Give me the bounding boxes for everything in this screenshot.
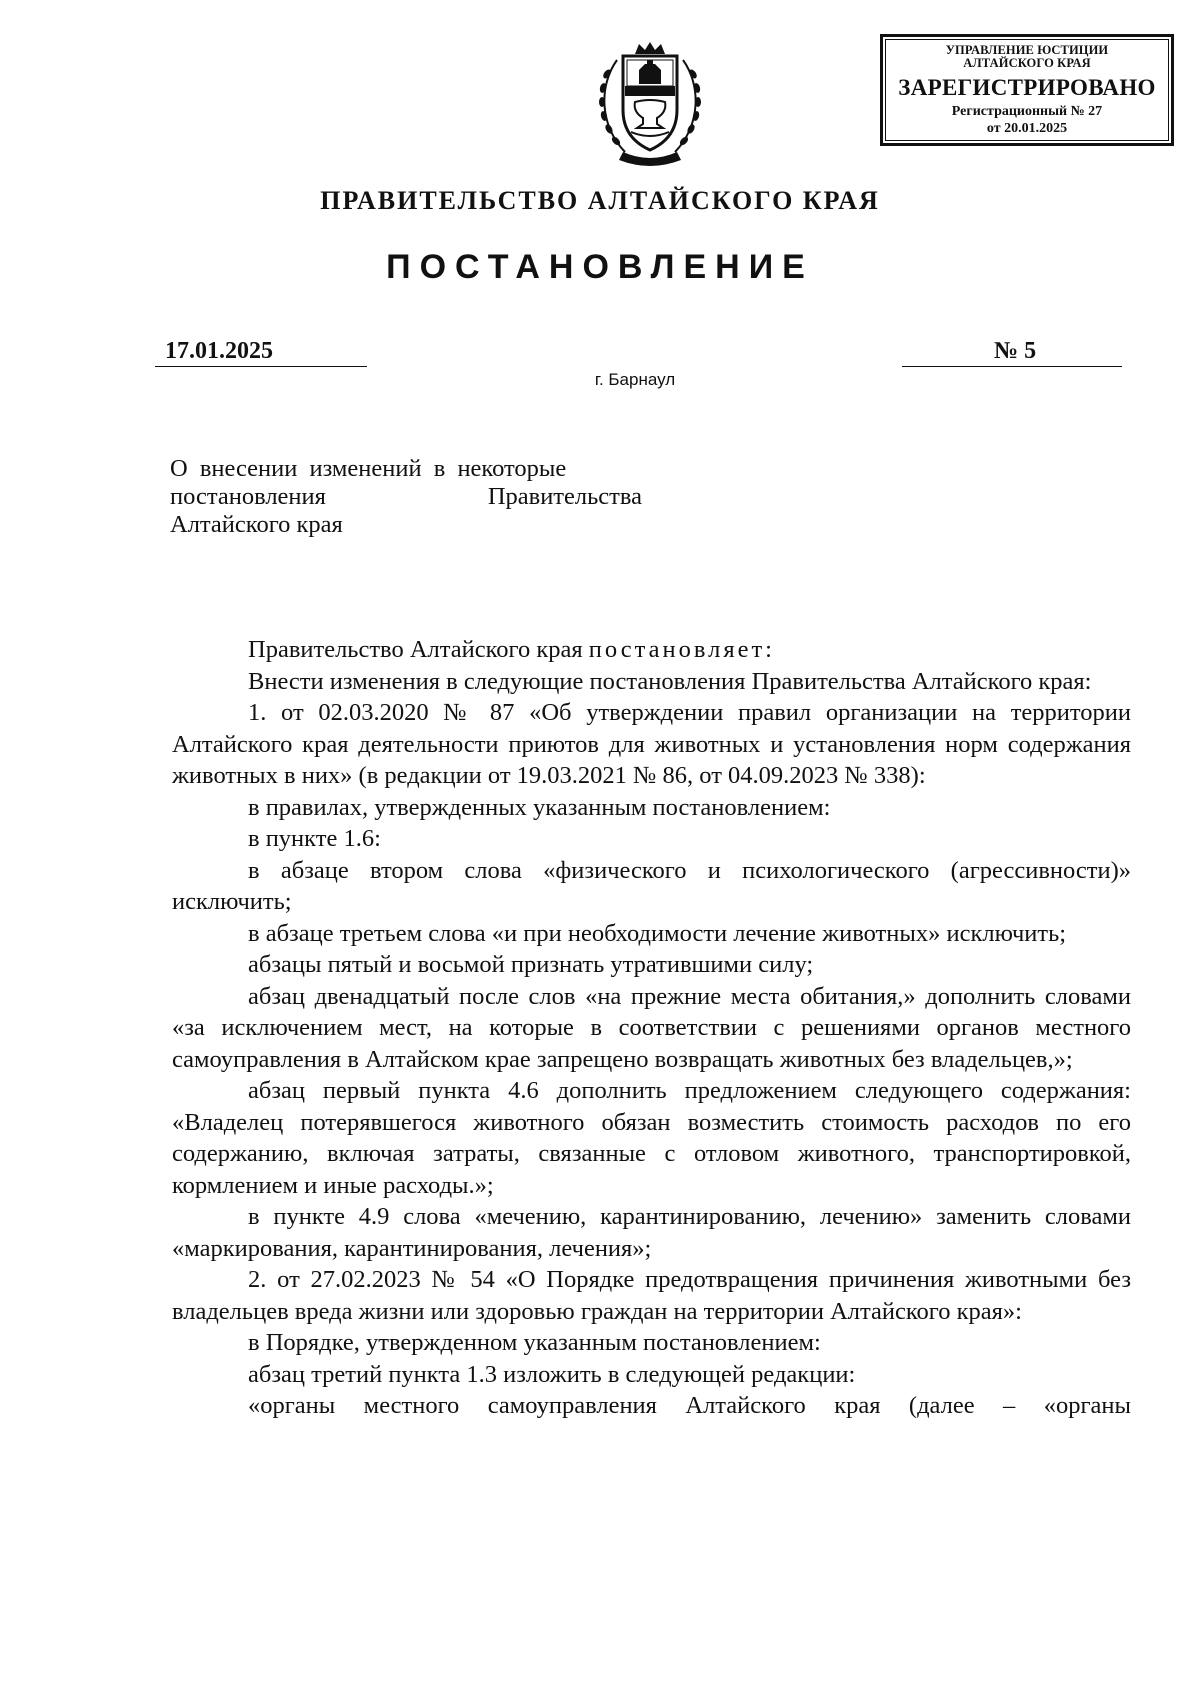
registration-stamp: [880, 34, 1174, 146]
subject-line-3: Алтайского края: [170, 511, 343, 538]
body-paragraph-10: абзац первый пункта 4.6 дополнить предложением следующего содержания: «Владелец потерявшегося животного обязан возместить стоимость расходов по его содержанию, включая затраты, связанные с отловом животного, транспортировкой, кормлением и иные расходы.»;: [172, 1077, 1131, 1199]
document-city: г. Барнаул: [594, 370, 676, 389]
body-paragraph-14: абзац третий пункта 1.3 изложить в следующей редакции:: [248, 1360, 856, 1388]
government-title: ПРАВИТЕЛЬСТВО АЛТАЙСКОГО КРАЯ: [320, 186, 880, 215]
document-date: 17.01.2025: [155, 336, 367, 367]
stamp-reg-number: Регистрационный № 27: [951, 104, 1103, 119]
document-body: [172, 634, 1131, 1422]
body-paragraph-2: Внести изменения в следующие постановления Правительства Алтайского края:: [248, 667, 1092, 695]
subject-line-2-left: постановления: [170, 483, 326, 510]
body-paragraph-1: [172, 634, 1131, 666]
subject-line-1: О внесении изменений в некоторые: [170, 455, 567, 482]
document-type-title: ПОСТАНОВЛЕНИЕ: [386, 248, 814, 286]
body-paragraph-15: «органы местного самоуправления Алтайского края (далее – «органы: [248, 1392, 1131, 1419]
body-paragraph-4: в правилах, утвержденных указанным постановлением:: [248, 793, 831, 821]
body-p1-prefix: Правительство Алтайского края: [248, 636, 589, 663]
body-paragraph-8: абзацы пятый и восьмой признать утратившими силу;: [248, 951, 814, 978]
body-paragraph-11: в пункте 4.9 слова «мечению, карантинированию, лечению» заменить словами «маркирования, карантинирования, лечения»;: [172, 1203, 1131, 1262]
body-p1-decree-word: постановляет:: [588, 636, 775, 663]
document-number: № 5: [902, 336, 1122, 367]
altai-coat-of-arms-icon: [595, 40, 705, 170]
body-paragraph-13: в Порядке, утвержденном указанным постановлением:: [248, 1329, 821, 1356]
subject-line-2-right: Правительства: [487, 483, 642, 510]
body-paragraph-3: 1. от 02.03.2020 № 87 «Об утверждении правил организации на территории Алтайского края деятельности приютов для животных и установления норм содержания животных в них» (в редакции от 19.03.2021 № 86, от 04.09.2023 № 338):: [172, 699, 1131, 789]
body-paragraph-6: в абзаце втором слова «физического и психологического (агрессивности)» исключить;: [172, 856, 1131, 915]
subject-line-2: [170, 483, 642, 511]
stamp-reg-date: от 20.01.2025: [986, 121, 1068, 136]
registration-stamp-inner: [885, 39, 1169, 141]
stamp-org-line1: УПРАВЛЕНИЕ ЮСТИЦИИ: [945, 43, 1109, 57]
stamp-org-line2: АЛТАЙСКОГО КРАЯ: [963, 56, 1091, 70]
body-paragraph-12: 2. от 27.02.2023 № 54 «О Порядке предотвращения причинения животными без владельцев вреда жизни или здоровью граждан на территории Алтайского края»:: [172, 1266, 1131, 1325]
document-subject: [170, 455, 642, 539]
body-paragraph-9: абзац двенадцатый после слов «на прежние места обитания,» дополнить словами «за исключением мест, на которые в соответствии с решениями органов местного самоуправления в Алтайском крае запрещено возвращать животных без владельцев,»;: [172, 982, 1131, 1073]
body-paragraph-5: в пункте 1.6:: [248, 825, 381, 852]
stamp-status: ЗАРЕГИСТРИРОВАНО: [898, 75, 1156, 100]
body-paragraph-7: в абзаце третьем слова «и при необходимости лечение животных» исключить;: [248, 919, 1067, 947]
